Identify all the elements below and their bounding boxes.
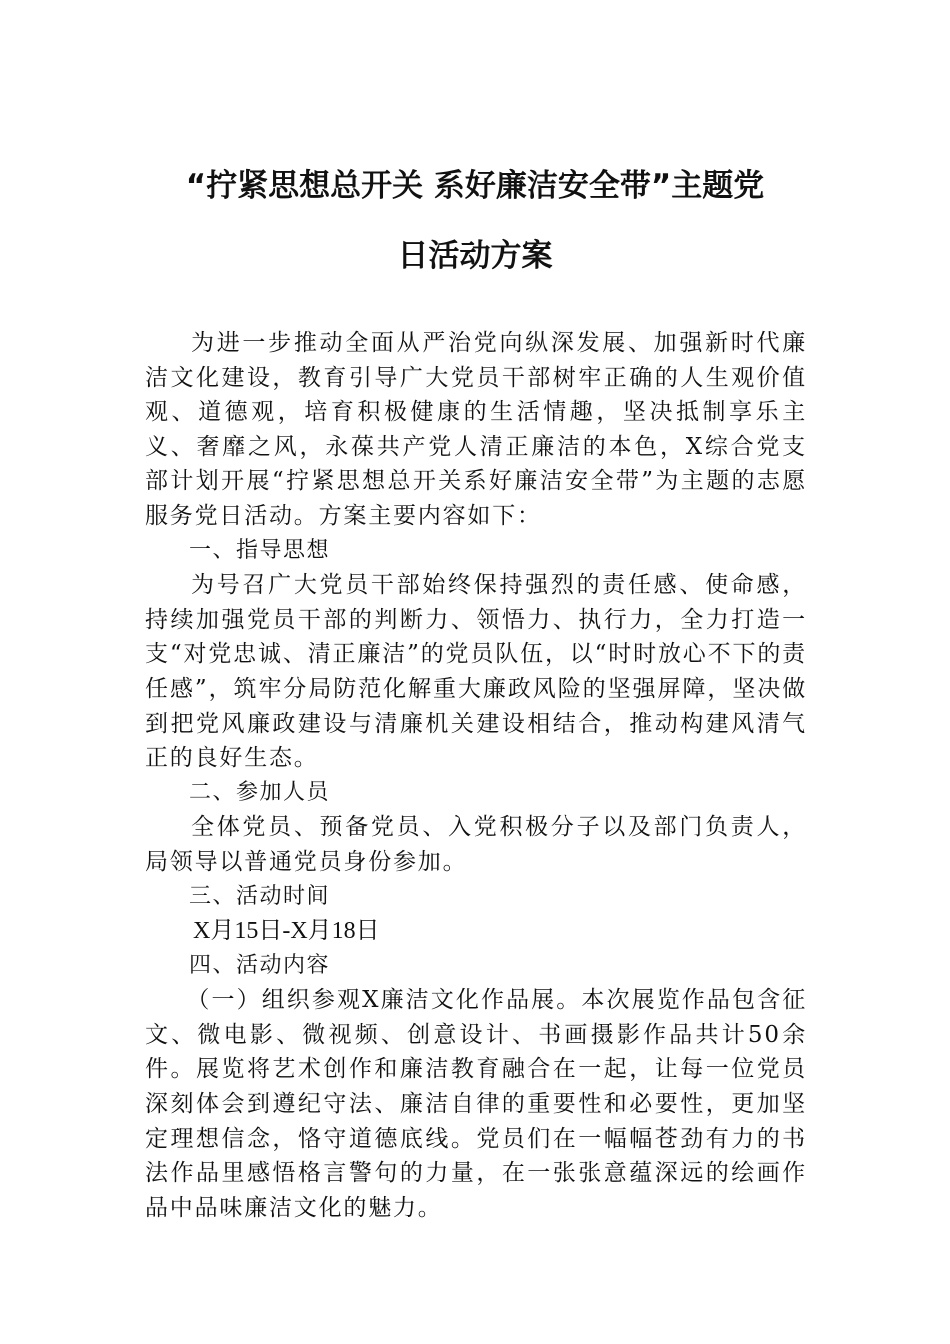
- section-heading-participants: 二、参加人员: [189, 779, 331, 805]
- document-body: [145, 326, 807, 1225]
- section-heading-activity-time: 三、活动时间: [189, 883, 331, 909]
- intro-paragraph: 为进一步推动全面从严治党向纵深发展、加强新时代廉洁文化建设，教育引导广大党员干部树牢正确的人生观价值观、道德观，培育积极健康的生活情趣，坚决抵制享乐主义、奢靡之风，永葆共产党人清正廉洁的本色，X综合党支部计划开展“拧紧思想总开关系好廉洁安全带”为主题的志愿服务党日活动。方案主要内容如下：: [145, 330, 807, 529]
- section-text-participants: 全体党员、预备党员、入党积极分子以及部门负责人，局领导以普通党员身份参加。: [145, 814, 807, 875]
- document-title-line-2: 日活动方案: [397, 238, 553, 274]
- section-heading-activity-content: 四、活动内容: [189, 952, 331, 978]
- section-text-guiding-ideology: 为号召广大党员干部始终保持强烈的责任感、使命感，持续加强党员干部的判断力、领悟力、执行力，全力打造一支“对党忠诚、清正廉洁”的党员队伍，以“时时放心不下的责任感”，筑牢分局防范化解重大廉政风险的坚强屏障，坚决做到把党风廉政建设与清廉机关建设相结合，推动构建风清气正的良好生态。: [145, 572, 807, 772]
- section-heading-guiding-ideology: 一、指导思想: [189, 537, 331, 563]
- section-text-activity-content: （一）组织参观X廉洁文化作品展。本次展览作品包含征文、微电影、微视频、创意设计、书画摄影作品共计50余件。展览将艺术创作和廉洁教育融合在一起，让每一位党员深刻体会到遵纪守法、廉洁自律的重要性和必要性，更加坚定理想信念，恪守道德底线。党员们在一幅幅苍劲有力的书法作品里感悟格言警句的力量，在一张张意蕴深远的绘画作品中品味廉洁文化的魅力。: [145, 987, 807, 1221]
- document-title-line-1: “拧紧思想总开关 系好廉洁安全带”主题党: [185, 168, 765, 204]
- section-text-activity-time: X月15日-X月18日: [193, 918, 380, 945]
